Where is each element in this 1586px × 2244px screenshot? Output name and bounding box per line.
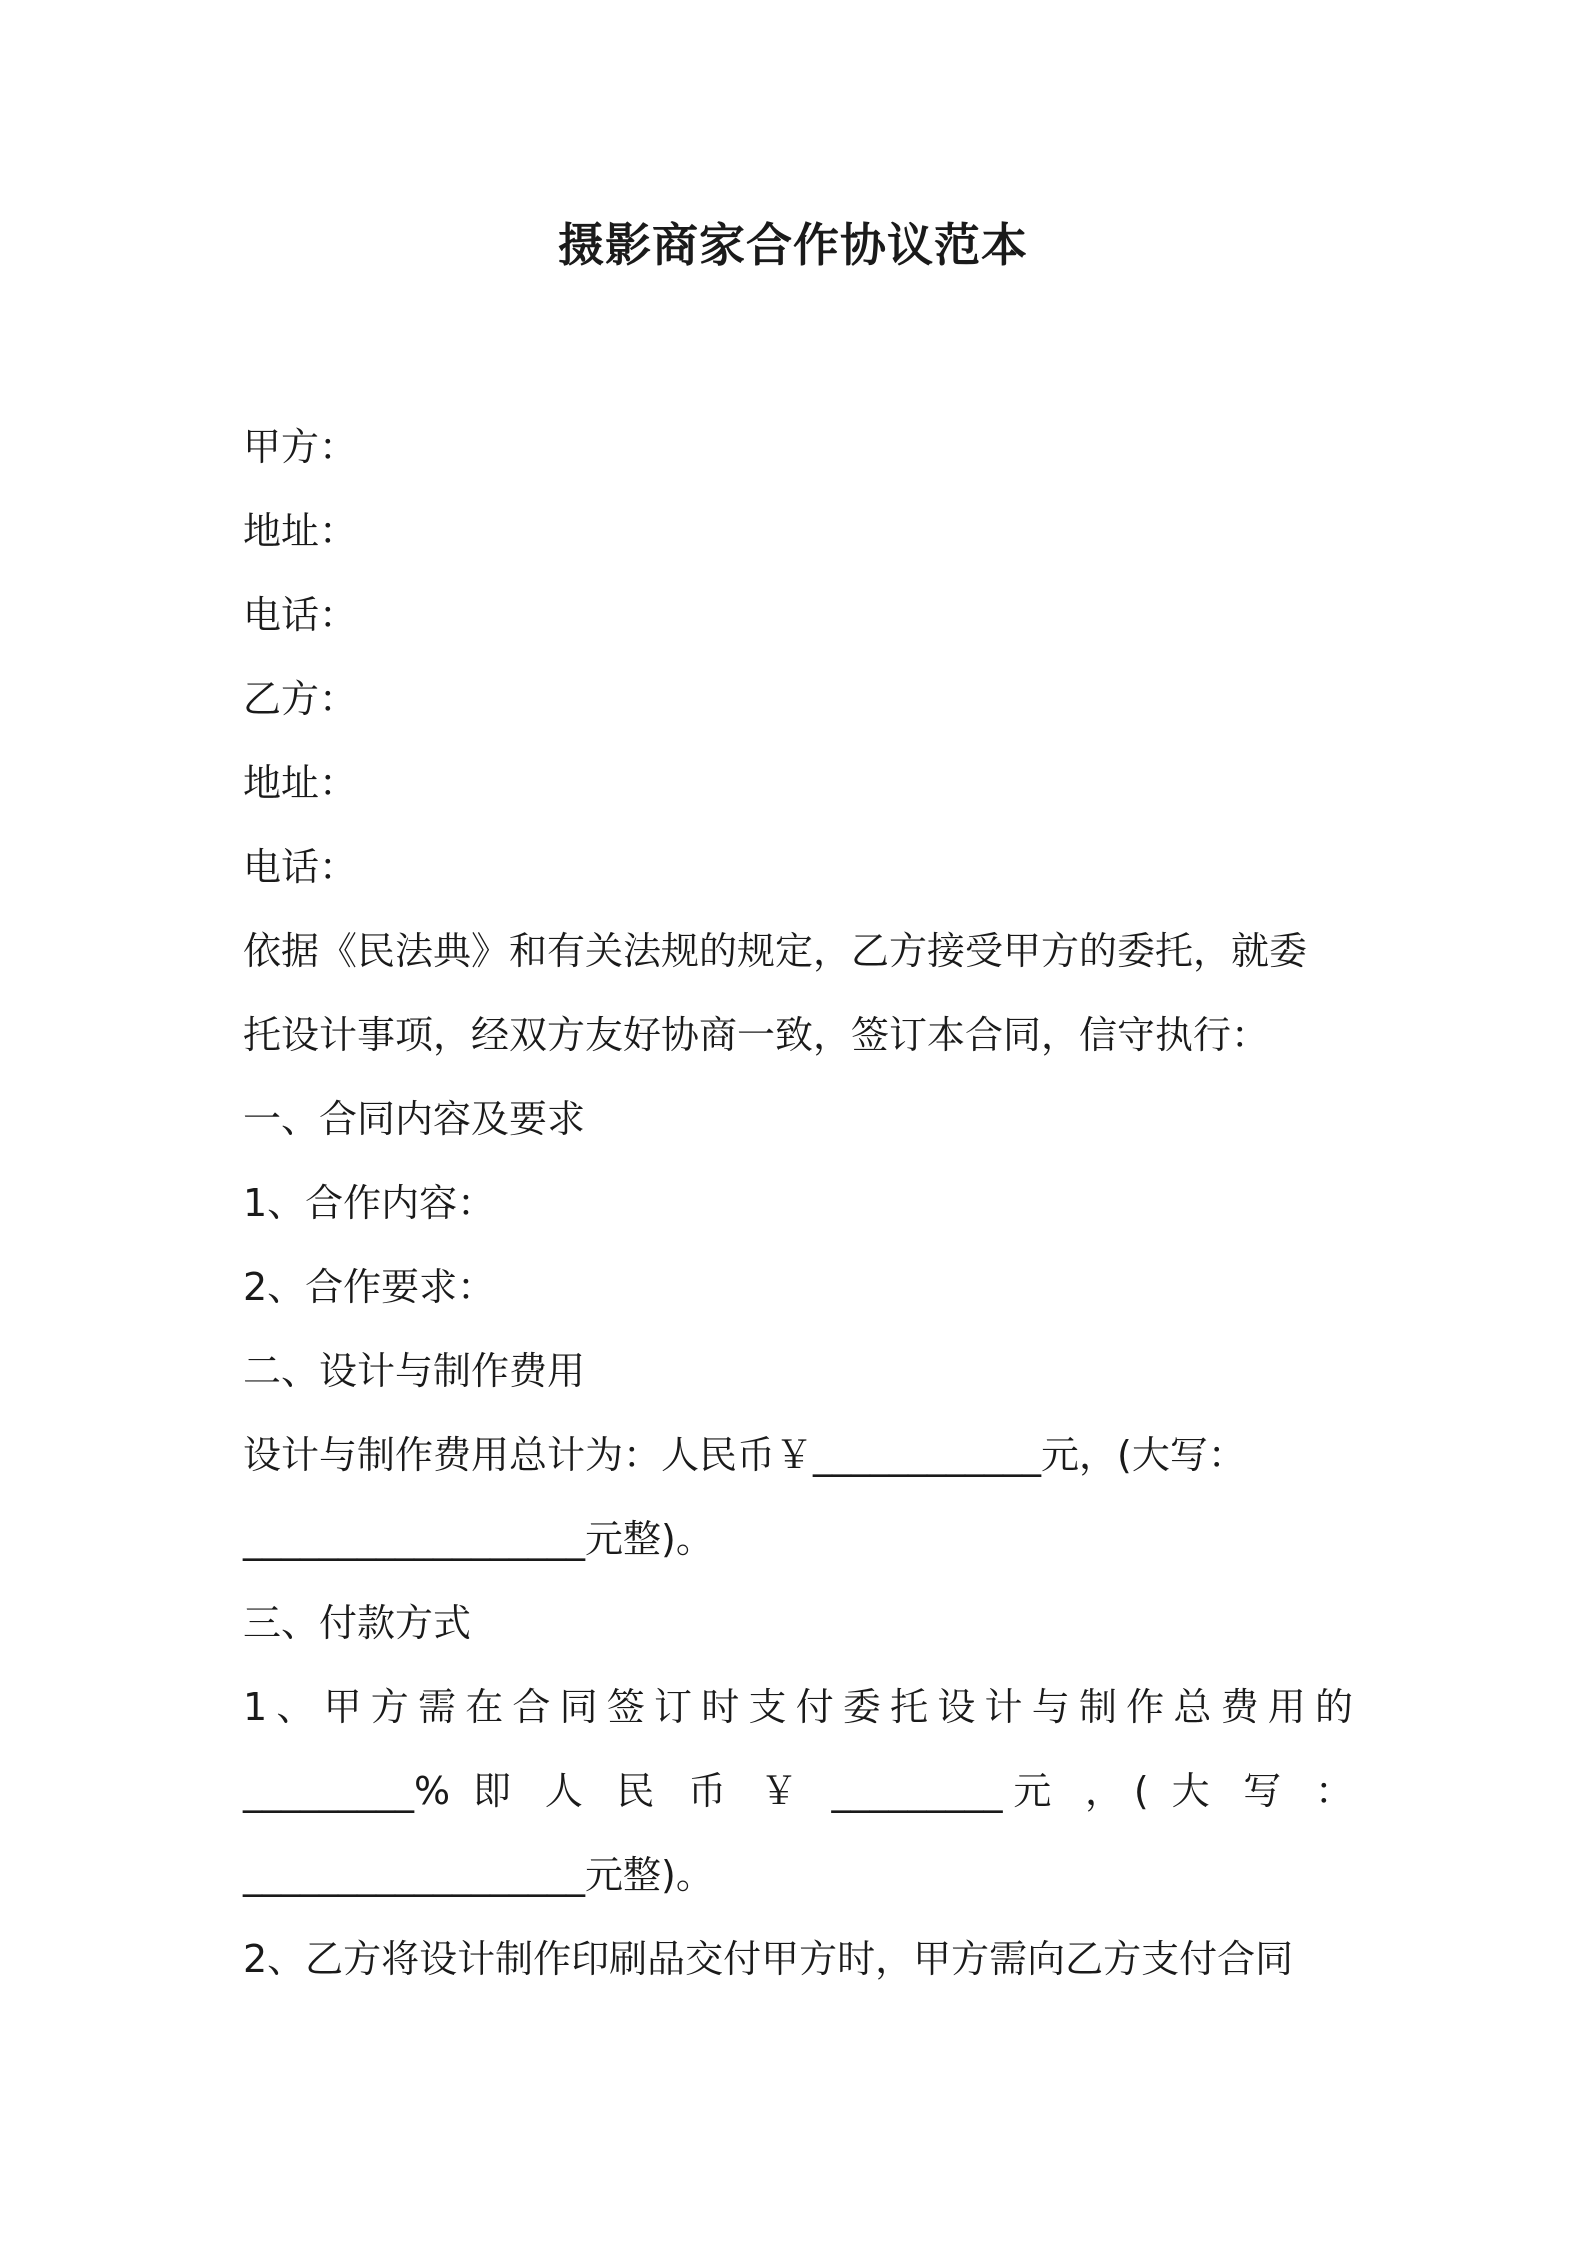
- cooperation-content-label: 1、合作内容：: [243, 1181, 496, 1225]
- document-body: [243, 405, 1353, 2001]
- party-b-address-label: 地址：: [243, 761, 358, 805]
- cooperation-requirements-label: 2、合作要求：: [243, 1265, 496, 1309]
- party-b-label: 乙方：: [243, 677, 358, 721]
- preamble-line-2: 托设计事项，经双方友好协商一致，签订本合同，信守执行：: [243, 1013, 1270, 1057]
- payment-clause-1-line-2: _________% 即 人 民 币 ￥ _________元 ，( 大 写 ：: [243, 1769, 1353, 1813]
- section-3-heading: 三、付款方式: [243, 1601, 472, 1645]
- payment-clause-2-line-1: 2、乙方将设计制作印刷品交付甲方时，甲方需向乙方支付合同: [243, 1937, 1294, 1981]
- section-1-heading: 一、合同内容及要求: [243, 1097, 586, 1141]
- document-title: 摄影商家合作协议范本: [558, 218, 1028, 272]
- payment-clause-1-line-1: 1、甲方需在合同签订时支付委托设计与制作总费用的: [243, 1685, 1353, 1729]
- fee-total-line-2: __________________元整)。: [243, 1517, 714, 1561]
- preamble-line-1: 依据《民法典》和有关法规的规定，乙方接受甲方的委托，就委: [243, 929, 1308, 973]
- section-2-heading: 二、设计与制作费用: [243, 1349, 586, 1393]
- payment-clause-1-line-3: __________________元整)。: [243, 1853, 714, 1897]
- party-a-address-label: 地址：: [243, 509, 358, 553]
- fee-total-line-1: 设计与制作费用总计为：人民币￥____________元，(大写：: [243, 1433, 1246, 1477]
- party-b-phone-label: 电话：: [243, 845, 358, 889]
- party-a-label: 甲方：: [243, 425, 358, 469]
- party-a-phone-label: 电话：: [243, 593, 358, 637]
